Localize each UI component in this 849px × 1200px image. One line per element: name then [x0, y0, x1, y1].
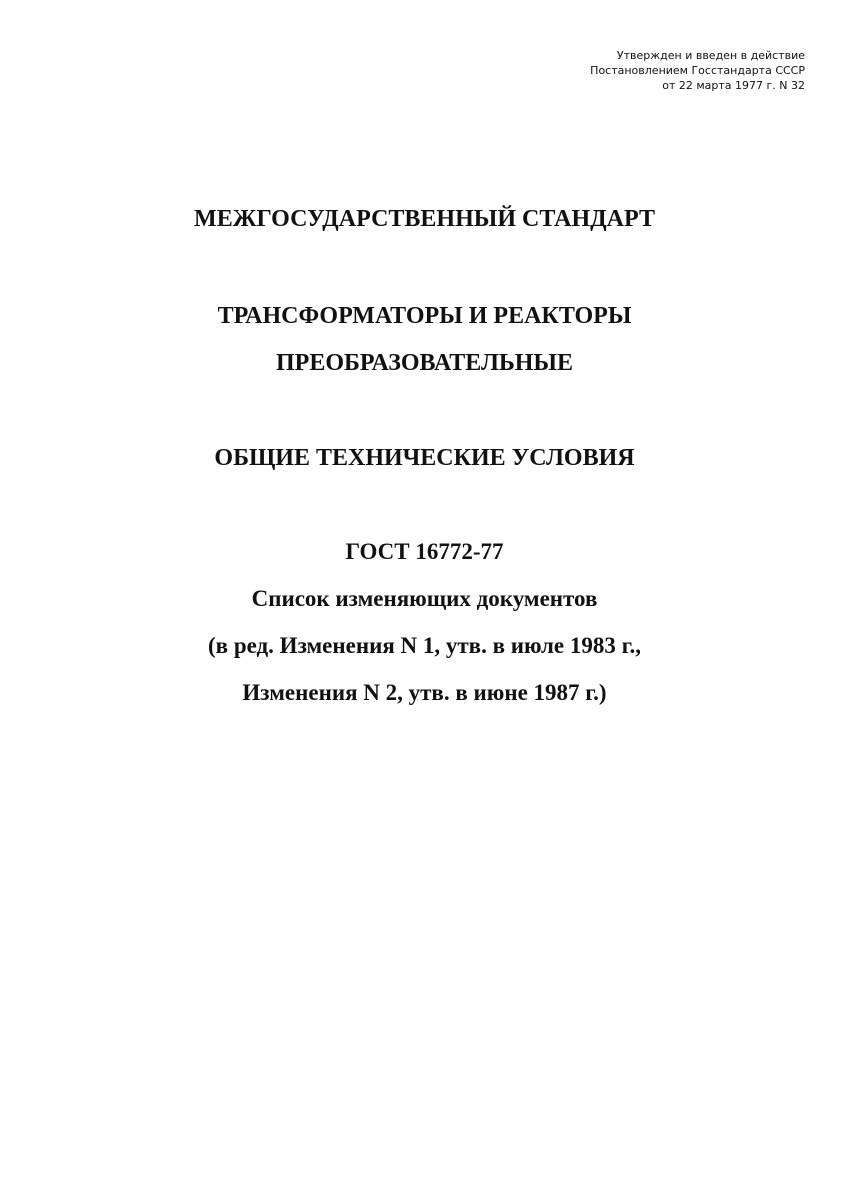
changes-heading: Список изменяющих документов	[251, 586, 598, 611]
document-code: ГОСТ 16772-77	[345, 539, 504, 564]
document-subtitle: ОБЩИЕ ТЕХНИЧЕСКИЕ УСЛОВИЯ	[214, 445, 635, 471]
change-line-2: Изменения N 2, утв. в июне 1987 г.)	[242, 680, 607, 705]
approval-line-1: Утвержден и введен в действие	[616, 49, 805, 62]
document-title-line-1: ТРАНСФОРМАТОРЫ И РЕАКТОРЫ	[217, 303, 632, 329]
approval-line-2: Постановлением Госстандарта СССР	[590, 64, 805, 77]
change-line-1: (в ред. Изменения N 1, утв. в июле 1983 г.,	[208, 633, 641, 658]
approval-line-3: от 22 марта 1977 г. N 32	[662, 79, 805, 92]
approval-note	[590, 48, 805, 93]
standard-type-heading: МЕЖГОСУДАРСТВЕННЫЙ СТАНДАРТ	[194, 206, 655, 232]
document-title-line-2: ПРЕОБРАЗОВАТЕЛЬНЫЕ	[276, 350, 573, 376]
